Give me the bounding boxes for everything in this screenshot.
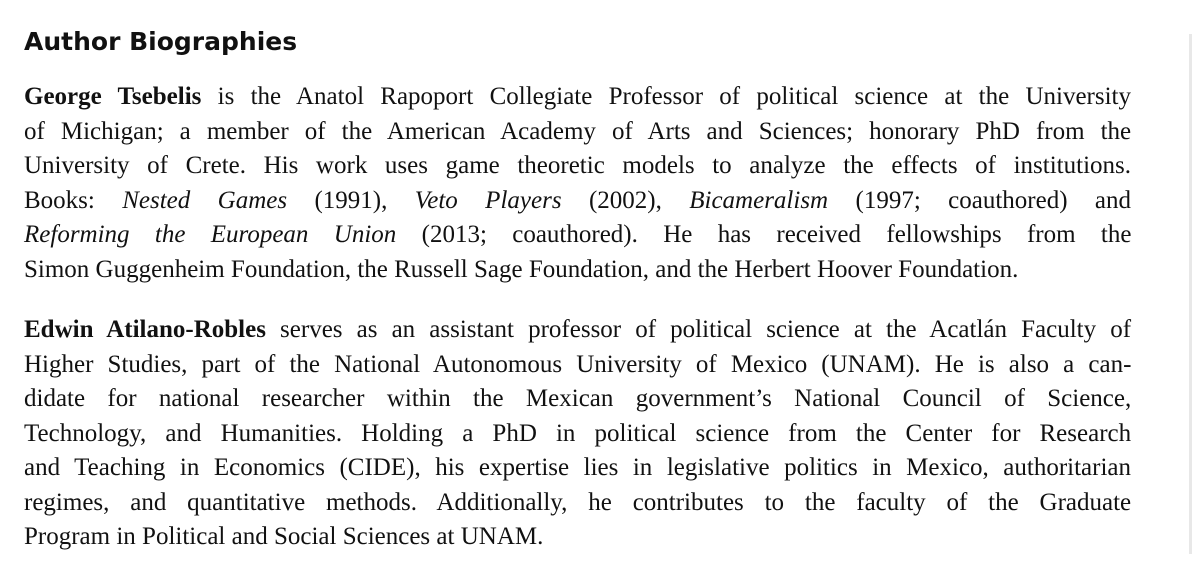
bio-line — [24, 184, 1131, 219]
bio-line — [24, 115, 1131, 150]
bio-line — [24, 149, 1131, 184]
bio-text: (2013; coauthored). He has received fellowships from the — [396, 221, 1132, 248]
bio-line — [24, 451, 1131, 486]
bio-text: serves as an assistant professor of political science at the Acatlán Faculty of — [265, 316, 1132, 343]
bio-line — [24, 486, 1131, 521]
bio-line — [24, 520, 1131, 555]
section-heading: Author Biographies — [24, 27, 298, 56]
bio-line — [24, 80, 1131, 115]
bio-text: Technology, and Humanities. Holding a PhD in political science from the Center for Research — [24, 419, 1132, 447]
bio-text: (1991), — [287, 186, 415, 214]
book-title: Reforming the European Union — [24, 221, 397, 248]
bio-paragraph-atilano-robles — [24, 313, 1131, 555]
bio-text: Higher Studies, part of the National Autonomous University of Mexico (UNAM). He is also a can- — [24, 350, 1132, 378]
bio-line — [24, 218, 1131, 253]
book-title: Bicameralism — [689, 186, 829, 214]
bio-text: and Teaching in Economics (CIDE), his expertise lies in legislative politics in Mexico, authoritarian — [24, 454, 1131, 481]
bio-text: regimes, and quantitative methods. Additionally, he contributes to the faculty of the Graduate — [24, 488, 1132, 516]
book-title: Veto Players — [414, 186, 562, 214]
bio-text: (1997; coauthored) and — [828, 186, 1132, 214]
bio-text: of Michigan; a member of the American Academy of Arts and Sciences; honorary PhD from the — [24, 117, 1132, 145]
bio-text: didate for national researcher within the Mexican government’s National Council of Science, — [24, 385, 1132, 412]
bio-text: (2002), — [561, 186, 690, 214]
bio-line — [24, 348, 1131, 383]
author-name: George Tsebelis — [24, 83, 202, 110]
bio-text: Books: — [24, 186, 123, 214]
bio-line — [24, 313, 1131, 348]
bio-line — [24, 253, 1131, 288]
bio-line — [24, 382, 1131, 417]
bio-text: University of Crete. His work uses game theoretic models to analyze the effects of institutions. — [24, 152, 1131, 179]
author-name: Edwin Atilano-Robles — [24, 316, 266, 343]
bio-paragraph-tsebelis — [24, 80, 1131, 287]
bio-line — [24, 417, 1131, 452]
bio-text: Simon Guggenheim Foundation, the Russell Sage Foundation, and the Herbert Hoover Foundation. — [24, 255, 1019, 283]
page-edge-shadow — [1189, 34, 1192, 554]
bio-text: Program in Political and Social Sciences at UNAM. — [24, 523, 544, 550]
bio-text: is the Anatol Rapoport Collegiate Professor of political science at the University — [201, 83, 1131, 110]
book-title: Nested Games — [122, 186, 288, 214]
